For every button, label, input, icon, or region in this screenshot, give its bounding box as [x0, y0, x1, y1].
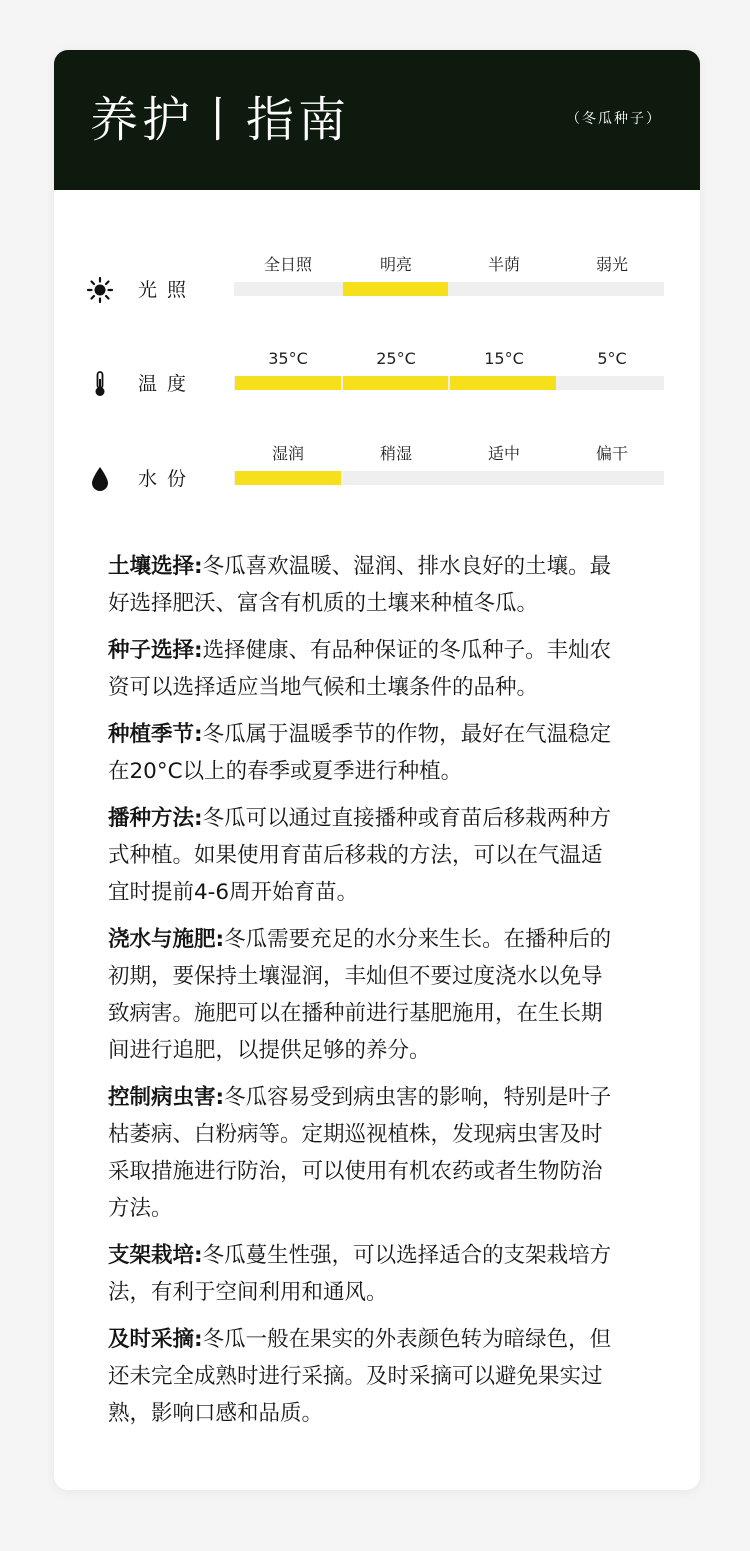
metric-water	[54, 437, 700, 507]
metric-levels	[234, 253, 666, 277]
level-label: 15°C	[484, 349, 524, 368]
water-drop-icon	[86, 465, 114, 493]
level-track	[234, 376, 664, 390]
section-title: 播种方法:	[108, 806, 203, 831]
section-season	[108, 716, 668, 790]
section-line: 致病害。施肥可以在播种前进行基肥施用，在生长期	[108, 1001, 603, 1026]
metric-label: 温度	[138, 373, 197, 395]
section-title: 种植季节:	[108, 722, 203, 747]
section-line: 还未完全成熟时进行采摘。及时采摘可以避免果实过	[108, 1364, 603, 1389]
section-soil	[108, 548, 668, 622]
level-label: 明亮	[379, 255, 412, 274]
section-line: 初期，要保持土壤湿润，丰灿但不要过度浇水以免导	[108, 964, 603, 989]
level-highlight	[235, 376, 341, 390]
thermometer-icon	[86, 370, 114, 398]
section-title: 土壤选择:	[108, 554, 203, 579]
section-title: 及时采摘:	[108, 1327, 203, 1352]
metric-levels	[234, 442, 666, 466]
level-label: 5°C	[597, 349, 627, 368]
page-title: 养护丨指南	[90, 92, 351, 148]
section-line: 好选择肥沃、富含有机质的土壤来种植冬瓜。	[108, 591, 539, 616]
section-sowing	[108, 800, 668, 911]
section-line: 冬瓜容易受到病虫害的影响，特别是叶子	[224, 1085, 612, 1110]
level-label: 全日照	[263, 255, 312, 274]
guide-header	[54, 50, 700, 190]
level-label: 弱光	[595, 255, 628, 274]
level-track	[234, 282, 664, 296]
level-label: 偏干	[595, 444, 628, 463]
metric-light	[54, 248, 700, 318]
section-line: 采取措施进行防治，可以使用有机农药或者生物防治	[108, 1159, 603, 1184]
metric-levels	[234, 347, 666, 371]
section-seed	[108, 632, 668, 706]
level-label: 25°C	[376, 349, 416, 368]
section-line: 熟，影响口感和品质。	[108, 1401, 324, 1426]
care-guide-card	[54, 50, 700, 1490]
section-line: 冬瓜一般在果实的外表颜色转为暗绿色，但	[202, 1327, 612, 1352]
care-instructions	[108, 548, 668, 1442]
section-harvest	[108, 1321, 668, 1432]
page-subtitle: （冬瓜种子）	[566, 111, 662, 127]
section-line: 在20°C以上的春季或夏季进行种植。	[108, 759, 463, 784]
section-line: 式种植。如果使用育苗后移栽的方法，可以在气温适	[108, 843, 603, 868]
level-highlight	[343, 282, 449, 296]
section-water-fertilize	[108, 921, 668, 1069]
section-title: 控制病虫害:	[108, 1085, 225, 1110]
section-pest-control	[108, 1079, 668, 1227]
metric-label: 水份	[138, 468, 197, 490]
section-line: 方法。	[108, 1196, 173, 1221]
level-label: 适中	[487, 444, 520, 463]
level-highlight	[235, 471, 341, 485]
section-line: 冬瓜可以通过直接播种或育苗后移栽两种方	[202, 806, 612, 831]
level-label: 湿润	[271, 444, 304, 463]
level-highlight	[450, 376, 556, 390]
level-label: 35°C	[268, 349, 308, 368]
level-label: 稍湿	[379, 444, 412, 463]
section-trellis	[108, 1237, 668, 1311]
section-title: 种子选择:	[108, 638, 203, 663]
section-line: 冬瓜需要充足的水分来生长。在播种后的	[224, 927, 612, 952]
level-track	[234, 471, 664, 485]
level-label: 半荫	[487, 255, 520, 274]
level-highlight	[343, 376, 449, 390]
section-line: 间进行追肥，以提供足够的养分。	[108, 1038, 431, 1063]
section-line: 冬瓜喜欢温暖、湿润、排水良好的土壤。最	[202, 554, 612, 579]
section-line: 冬瓜属于温暖季节的作物，最好在气温稳定	[202, 722, 612, 747]
section-line: 冬瓜蔓生性强，可以选择适合的支架栽培方	[202, 1243, 612, 1268]
section-title: 浇水与施肥:	[108, 927, 225, 952]
section-line: 选择健康、有品种保证的冬瓜种子。丰灿农	[202, 638, 612, 663]
section-line: 资可以选择适应当地气候和土壤条件的品种。	[108, 675, 539, 700]
section-title: 支架栽培:	[108, 1243, 203, 1268]
section-line: 枯萎病、白粉病等。定期巡视植株，发现病虫害及时	[108, 1122, 603, 1147]
metric-label: 光照	[138, 279, 197, 301]
section-line: 宜时提前4-6周开始育苗。	[108, 880, 359, 905]
sun-icon	[86, 276, 114, 304]
section-line: 法，有利于空间利用和通风。	[108, 1280, 388, 1305]
metric-temperature	[54, 342, 700, 412]
